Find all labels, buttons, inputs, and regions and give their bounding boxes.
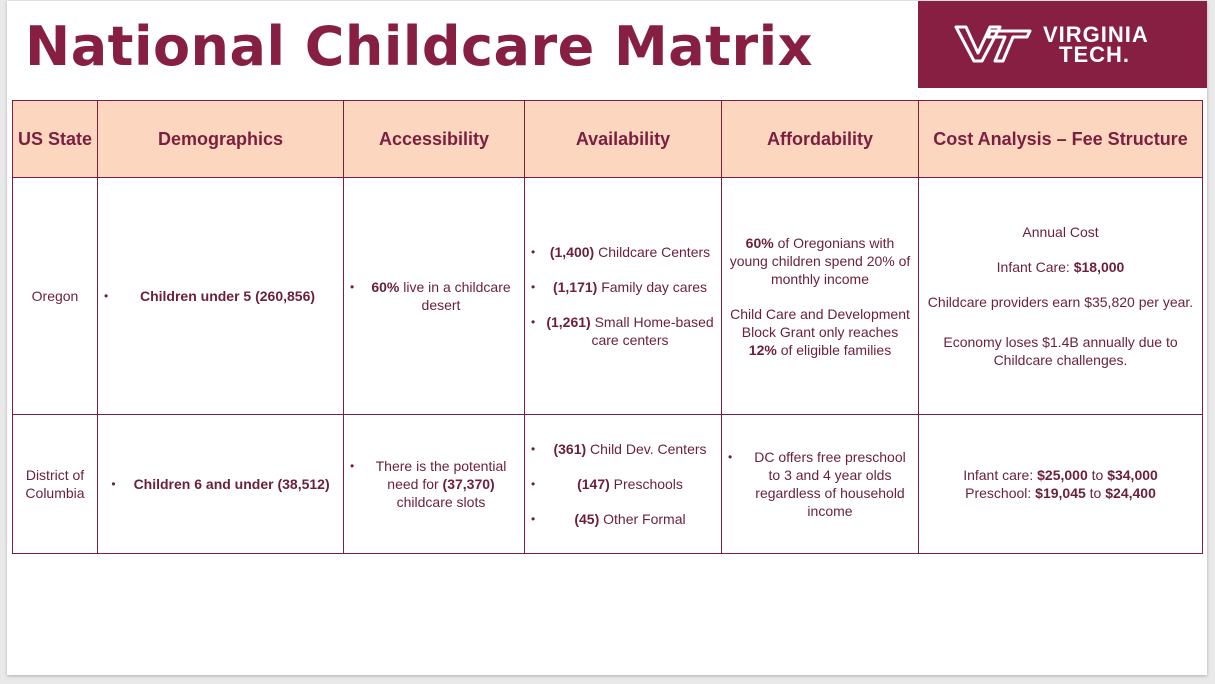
header-us-state: US State <box>13 101 98 178</box>
cell-accessibility-dc <box>344 415 525 554</box>
cell-demographics-oregon <box>98 178 344 415</box>
cost-label: Preschool: <box>965 485 1036 501</box>
affordability-paragraph-1 <box>728 234 912 288</box>
slide <box>7 1 1207 675</box>
availability-label: Family day cares <box>597 279 708 295</box>
affordability-percent: 60% <box>745 234 774 251</box>
availability-count: (1,261) <box>546 314 591 330</box>
availability-label: Preschools <box>609 476 683 492</box>
cell-availability-dc <box>525 415 722 554</box>
vt-logo-mark-icon <box>954 23 1034 63</box>
logo-line-2: TECH. <box>1059 42 1130 67</box>
accessibility-count: (37,370) <box>442 476 495 492</box>
availability-label: Childcare Centers <box>594 244 711 260</box>
childcare-matrix-table <box>12 100 1203 554</box>
affordability-paragraph-2 <box>728 305 912 359</box>
bullet-icon: • <box>111 477 116 491</box>
cost-preschool <box>925 484 1196 502</box>
table-row-dc <box>13 415 1203 554</box>
table-header-row <box>13 101 1203 178</box>
header-accessibility: Accessibility <box>344 101 525 178</box>
table-row-oregon <box>13 178 1203 415</box>
availability-label: Small Home-based care centers <box>590 314 714 348</box>
affordability-text: DC offers free preschool to 3 and 4 year olds regardless of household income <box>754 449 906 519</box>
accessibility-list <box>350 278 518 314</box>
header-availability: Availability <box>525 101 722 178</box>
cell-availability-oregon <box>525 178 722 415</box>
accessibility-text: There is the potential need for <box>375 458 507 492</box>
cell-affordability-dc <box>722 415 919 554</box>
cost-label: Infant care: <box>963 467 1038 483</box>
demographics-value: Children under 5 (260,856) <box>139 288 316 304</box>
demographics-value: Children 6 and under (38,512) <box>133 476 330 492</box>
cell-state-oregon: Oregon <box>13 178 98 415</box>
cost-connector: to <box>1087 467 1108 483</box>
list-item <box>531 510 715 528</box>
cost-label: Infant Care: <box>996 259 1074 275</box>
availability-list <box>531 243 715 349</box>
availability-label: Child Dev. Centers <box>586 441 707 457</box>
cell-accessibility-oregon <box>344 178 525 415</box>
header-demographics: Demographics <box>98 101 344 178</box>
cost-providers: Childcare providers earn $35,820 per year. <box>927 294 1194 310</box>
affordability-list <box>728 448 912 520</box>
availability-count: (1,400) <box>549 244 595 260</box>
affordability-text: of Oregonians with young children spend 20% of monthly income <box>729 234 911 287</box>
list-item <box>531 475 715 493</box>
list-item <box>531 278 715 296</box>
cost-connector: to <box>1085 485 1106 501</box>
cell-affordability-oregon <box>722 178 919 415</box>
list-item <box>531 313 715 349</box>
list-item <box>531 440 715 458</box>
logo-line-1: VIRGINIA <box>1043 22 1149 47</box>
cost-value: $18,000 <box>1073 259 1125 275</box>
list-item <box>728 448 912 520</box>
cell-cost-dc <box>919 415 1203 554</box>
header-affordability: Affordability <box>722 101 919 178</box>
list-item <box>350 457 518 511</box>
logo-wordmark <box>1043 22 1149 67</box>
affordability-text: of eligible families <box>776 341 892 358</box>
affordability-text: Child Care and Development Block Grant only reaches <box>730 305 910 340</box>
availability-label: Other Formal <box>599 511 686 527</box>
accessibility-text: live in a childcare desert <box>399 279 511 313</box>
availability-list <box>531 440 715 528</box>
cost-economy: Economy loses $1.4B annually due to Childcare challenges. <box>943 334 1178 368</box>
accessibility-percent: 60% <box>371 279 400 295</box>
accessibility-text: childcare slots <box>396 494 486 510</box>
cost-heading: Annual Cost <box>1022 224 1099 240</box>
cost-value: $19,045 <box>1035 485 1086 501</box>
affordability-percent: 12% <box>748 341 777 358</box>
cell-demographics-dc <box>98 415 344 554</box>
availability-count: (361) <box>553 441 587 457</box>
cost-infant <box>925 258 1196 276</box>
virginia-tech-logo <box>918 1 1207 88</box>
cost-value: $34,000 <box>1107 467 1158 483</box>
demographics-list <box>104 287 337 305</box>
accessibility-list <box>350 457 518 511</box>
list-item <box>531 243 715 261</box>
list-item <box>104 287 337 305</box>
availability-count: (147) <box>577 476 610 492</box>
list-item <box>350 278 518 314</box>
header-cost-analysis: Cost Analysis – Fee Structure <box>919 101 1203 178</box>
cost-value: $25,000 <box>1037 467 1088 483</box>
list-item <box>104 475 337 493</box>
availability-count: (45) <box>574 511 600 527</box>
cell-cost-oregon <box>919 178 1203 415</box>
page-title: National Childcare Matrix <box>25 15 813 78</box>
cell-state-dc: District of Columbia <box>13 415 98 554</box>
cost-value: $24,400 <box>1105 485 1156 501</box>
availability-count: (1,171) <box>552 279 598 295</box>
cost-infant <box>925 466 1196 484</box>
